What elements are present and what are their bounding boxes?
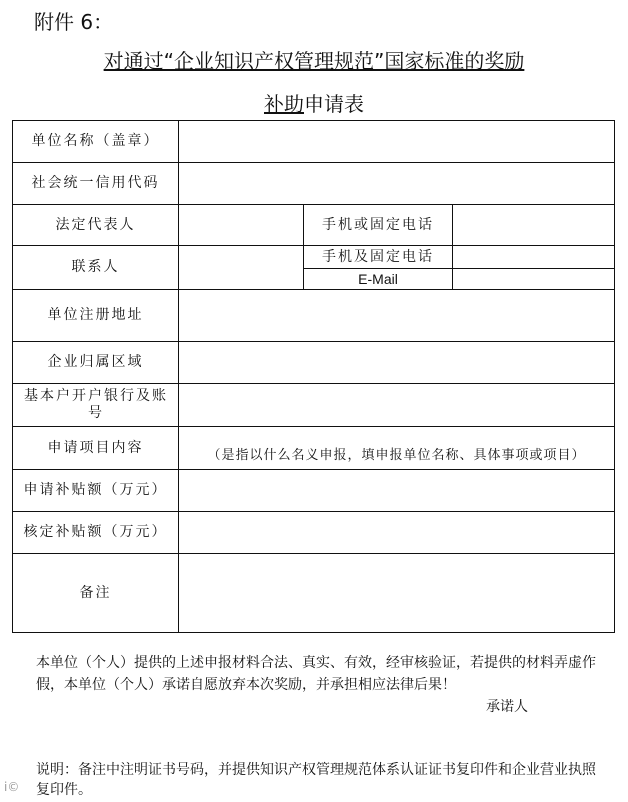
attachment-label: 附件 6： (34, 10, 114, 34)
credit-code-label: 社会统一信用代码 (31, 175, 160, 191)
application-form-table (12, 120, 615, 633)
unit-name-field[interactable] (179, 121, 614, 162)
email-field[interactable] (453, 269, 614, 289)
legal-rep-phone-field[interactable] (453, 205, 614, 245)
address-label: 单位注册地址 (47, 307, 144, 323)
pledge-statement: 本单位（个人）提供的上述申报材料合法、真实、有效，经审核验证，若提供的材料弄虚作假，本单位（个人）承诺自愿放弃本次奖励，并承担相应法律后果！ (36, 655, 596, 693)
applied-amount-field[interactable] (179, 470, 614, 511)
footnote-remark: 说明：备注中注明证书号码，并提供知识产权管理规范体系认证证书复印件和企业营业执照复印件。 (36, 762, 596, 798)
project-note: （是指以什么名义申报，填申报单位名称、具体事项或项目） (207, 447, 586, 463)
contact-phone-field[interactable] (453, 246, 614, 268)
legal-rep-field[interactable] (179, 205, 303, 245)
region-label: 企业归属区域 (47, 354, 144, 370)
unit-name-label: 单位名称（盖章） (31, 133, 160, 149)
credit-code-field[interactable] (179, 163, 614, 204)
contact-field[interactable] (179, 246, 303, 289)
address-field[interactable] (179, 290, 614, 341)
email-label: E-Mail (358, 270, 398, 287)
legal-rep-label: 法定代表人 (55, 216, 136, 233)
title-underlined-part: 补助 (264, 92, 304, 116)
remarks-label: 备注 (79, 584, 112, 601)
watermark-icon: i© (4, 780, 20, 794)
remarks-field[interactable] (179, 554, 614, 632)
legal-rep-phone-label: 手机或固定电话 (322, 216, 434, 233)
bank-field[interactable] (179, 384, 614, 426)
signer-label: 承诺人 (486, 699, 528, 715)
title-rest: 申请表 (304, 92, 364, 116)
contact-label: 联系人 (71, 259, 120, 275)
bank-label: 基本户开户银行及账号 (24, 388, 168, 421)
form-title-line2 (0, 88, 628, 117)
form-title-line1: 对通过“企业知识产权管理规范”国家标准的奖励 (103, 49, 525, 73)
approved-amount-field[interactable] (179, 512, 614, 553)
approved-amount-label: 核定补贴额（万元） (23, 524, 168, 540)
contact-phone-label: 手机及固定电话 (322, 248, 434, 265)
project-label: 申请项目内容 (47, 439, 144, 456)
region-field[interactable] (179, 342, 614, 383)
applied-amount-label: 申请补贴额（万元） (23, 482, 168, 498)
